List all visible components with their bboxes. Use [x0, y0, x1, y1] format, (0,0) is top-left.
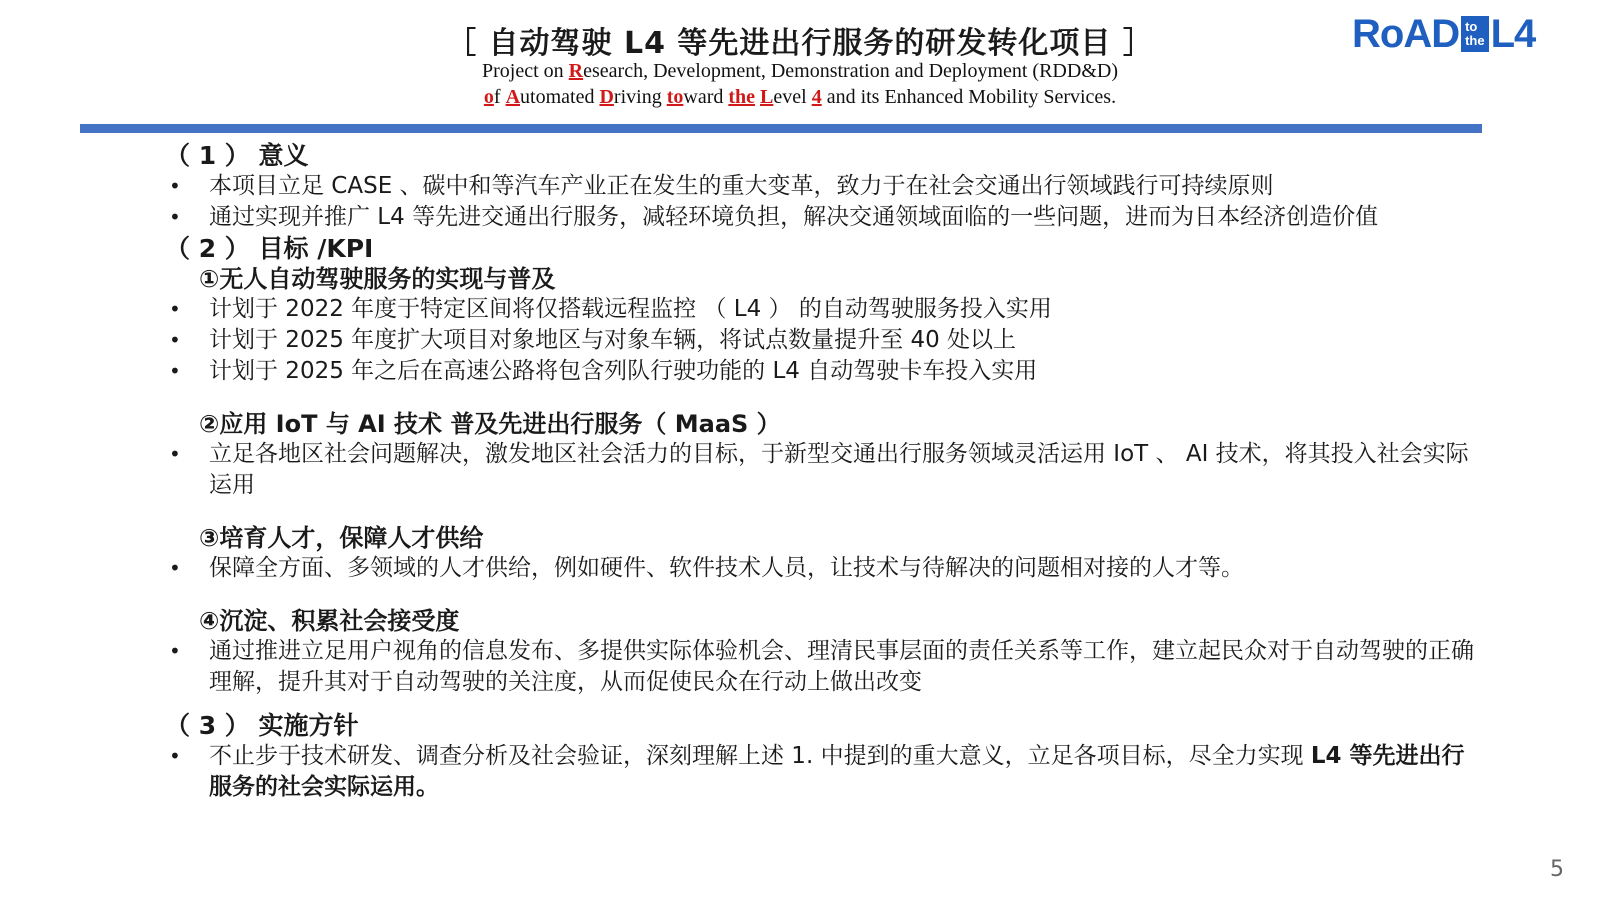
list-item: [165, 741, 1485, 803]
header-divider: [80, 124, 1482, 133]
subtitle-highlight-letter: to: [666, 86, 684, 108]
subtitle-highlight-letter: R: [568, 60, 584, 82]
subtitle-text: evel: [773, 86, 812, 108]
logo-box: [1461, 16, 1489, 52]
goal-title-2: ②应用 IoT 与 AI 技术 普及先进出行服务（ MaaS ）: [199, 410, 781, 438]
subtitle-highlight-letter: the: [728, 86, 756, 108]
policy-text: 不止步于技术研发、调查分析及社会验证，深刻理解上述 1. 中提到的重大意义，立足各项目标，尽全力实现: [209, 743, 1311, 769]
list-item: • 计划于 2025 年度扩大项目对象地区与对象车辆，将试点数量提升至 40 处以上: [165, 325, 1485, 356]
subtitle-text: and its Enhanced Mobility Services.: [821, 86, 1117, 108]
slide-body: [165, 140, 1485, 803]
logo-text-l4: L4: [1490, 12, 1536, 56]
subtitle-highlight-letter: D: [599, 86, 614, 108]
goal-title-4: ④沉淀、积累社会接受度: [199, 607, 460, 635]
subtitle-text: esearch, Development, Demonstration and Deployment (RDD&D): [583, 60, 1118, 82]
list-item: • 计划于 2025 年之后在高速公路将包含列队行驶功能的 L4 自动驾驶卡车投入实用: [165, 356, 1485, 387]
list-item: • 本项目立足 CASE 、碳中和等汽车产业正在发生的重大变革，致力于在社会交通出行领域践行可持续原则: [165, 171, 1485, 202]
section-heading-significance: （ 1 ） 意义: [165, 141, 309, 170]
list-item: • 保障全方面、多领域的人才供给，例如硬件、软件技术人员，让技术与待解决的问题相对接的人才等。: [165, 553, 1485, 584]
section-heading-goals: （ 2 ） 目标 /KPI: [165, 234, 374, 263]
policy-text-bold: L4 等先进出行服务的社会实际运用。: [209, 743, 1465, 800]
list-item: • 通过实现并推广 L4 等先进交通出行服务，减轻环境负担，解决交通领域面临的一些问题，进而为日本经济创造价值: [165, 202, 1485, 233]
section-heading-policy: （ 3 ） 实施方针: [165, 711, 359, 740]
subtitle-highlight-letter: 4: [811, 86, 822, 108]
list-item: • 计划于 2022 年度于特定区间将仅搭载远程监控 （ L4 ） 的自动驾驶服务投入实用: [165, 294, 1485, 325]
list-item: • 通过推进立足用户视角的信息发布、多提供实际体验机会、理清民事层面的责任关系等工作，建立起民众对于自动驾驶的正确理解，提升其对于自动驾驶的关注度，从而促使民众在行动上做出改变: [165, 636, 1485, 698]
logo-text-road: RoAD: [1352, 12, 1460, 56]
english-subtitle-line1: [0, 60, 1600, 83]
subtitle-highlight-letter: A: [505, 86, 521, 108]
list-item: • 立足各地区社会问题解决，激发地区社会活力的目标，于新型交通出行服务领域灵活运用 IoT 、 AI 技术，将其投入社会实际运用: [165, 439, 1485, 501]
subtitle-highlight-letter: o: [483, 86, 494, 108]
subtitle-highlight-letter: L: [760, 86, 774, 108]
road-to-l4-logo: [1352, 12, 1535, 56]
english-subtitle-line2: [0, 86, 1600, 109]
page-title: ［ 自动驾驶 L4 等先进出行服务的研发转化项目 ］: [446, 26, 1154, 61]
subtitle-text: Project on: [482, 60, 569, 82]
goal-title-1: ①无人自动驾驶服务的实现与普及: [199, 265, 556, 293]
subtitle-text: riving: [613, 86, 667, 108]
logo-box-bottom: the: [1465, 33, 1485, 48]
goal-title-3: ③培育人才，保障人才供给: [199, 524, 484, 552]
subtitle-text: ward: [683, 86, 729, 108]
page-number: 5: [1550, 857, 1564, 882]
subtitle-text: f: [493, 86, 506, 108]
logo-box-top: to: [1465, 19, 1478, 34]
subtitle-text: utomated: [520, 86, 600, 108]
